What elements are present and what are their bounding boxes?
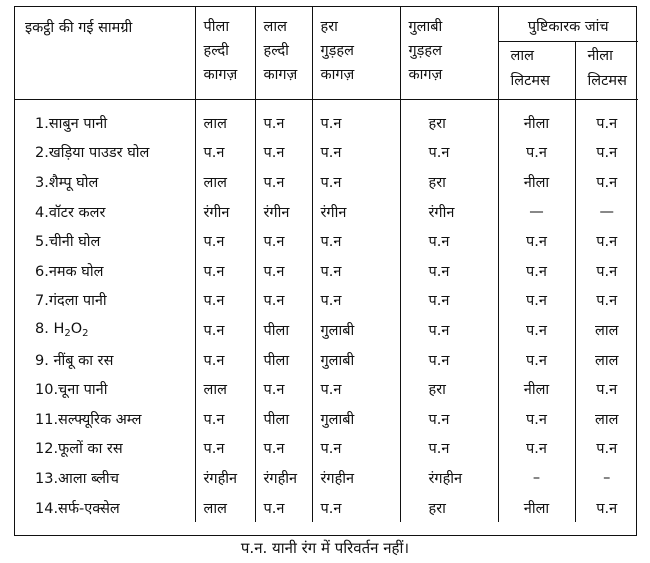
red-litmus-result: नीला <box>498 100 575 138</box>
blue-litmus-result: प.न <box>596 174 618 191</box>
red-turmeric-result: प.न <box>255 434 312 464</box>
item-prefix: 8. <box>35 320 54 337</box>
yellow-turmeric-result: रंगीन <box>195 197 255 227</box>
pink-hibiscus-result: प.न <box>400 226 498 256</box>
pink-hibiscus-result: हरा <box>400 100 498 138</box>
green-hibiscus-result: प.न <box>312 167 400 197</box>
green-hibiscus-result: प.न <box>312 100 400 138</box>
formula-o: O <box>70 320 83 337</box>
green-hibiscus-result: प.न <box>312 493 400 523</box>
pink-hibiscus-result: प.न <box>400 345 498 375</box>
item-cell: 12.फूलों का रस <box>15 434 195 464</box>
header-red-litmus-line1: लाल <box>510 48 534 64</box>
table-row <box>15 138 638 168</box>
red-litmus-result: प.न <box>498 138 575 168</box>
pink-hibiscus-result: हरा <box>400 493 498 523</box>
header-red-turmeric-line3: कागज़ <box>263 67 298 83</box>
item-cell: 6.नमक घोल <box>15 256 195 286</box>
header-green-hibiscus-line3: कागज़ <box>320 67 355 83</box>
red-litmus-result: प.न <box>498 226 575 256</box>
yellow-turmeric-result: रंगहीन <box>195 463 255 493</box>
yellow-turmeric-result: प.न <box>195 345 255 375</box>
header-pink-hibiscus-line1: गुलाबी <box>408 19 443 35</box>
table-row <box>15 493 638 523</box>
header-red-turmeric-line1: लाल <box>263 19 287 35</box>
red-litmus-result: – <box>498 463 575 493</box>
table-row <box>15 286 638 316</box>
red-litmus-result: प.न <box>498 404 575 434</box>
yellow-turmeric-result: लाल <box>195 167 255 197</box>
item-cell: 5.चीनी घोल <box>15 226 195 256</box>
red-turmeric-result: रंगहीन <box>255 463 312 493</box>
blue-litmus-result: प.न <box>596 263 618 280</box>
header-blue-litmus-line2: लिटमस <box>587 73 627 89</box>
header-red-litmus-line2: लिटमस <box>510 73 550 89</box>
blue-litmus-result: प.न <box>596 234 618 251</box>
green-hibiscus-result: प.न <box>312 138 400 168</box>
red-litmus-result: नीला <box>498 374 575 404</box>
red-turmeric-result: पीला <box>255 345 312 375</box>
green-hibiscus-result: गुलाबी <box>312 345 400 375</box>
header-blue-litmus <box>575 42 638 100</box>
header-yellow-turmeric-line2: हल्दी <box>203 43 229 59</box>
yellow-turmeric-result: प.न <box>195 434 255 464</box>
blue-litmus-result: प.न <box>596 293 618 310</box>
table-row <box>15 167 638 197</box>
red-litmus-result: नीला <box>498 493 575 523</box>
table-row <box>15 100 638 138</box>
blue-litmus-result: प.न <box>596 145 618 162</box>
red-turmeric-result: प.न <box>255 374 312 404</box>
item-cell: 10.चूना पानी <box>15 374 195 404</box>
pink-hibiscus-result: प.न <box>400 256 498 286</box>
pink-hibiscus-result: प.न <box>400 286 498 316</box>
header-row-top <box>15 7 638 42</box>
blue-litmus-result: प.न <box>596 500 618 517</box>
header-collected-material-label: इकट्ठी की गई सामग्री <box>25 20 133 36</box>
header-green-hibiscus-line1: हरा <box>320 19 338 35</box>
pink-hibiscus-result: हरा <box>400 374 498 404</box>
yellow-turmeric-result: प.न <box>195 256 255 286</box>
item-cell: 7.गंदला पानी <box>15 286 195 316</box>
blue-litmus-result: — <box>599 203 614 220</box>
table-row <box>15 374 638 404</box>
header-yellow-turmeric-line3: कागज़ <box>203 67 238 83</box>
table-row <box>15 226 638 256</box>
green-hibiscus-result: प.न <box>312 226 400 256</box>
red-turmeric-result: प.न <box>255 256 312 286</box>
item-cell: 4.वॉटर कलर <box>15 197 195 227</box>
table-row <box>15 463 638 493</box>
green-hibiscus-result: प.न <box>312 256 400 286</box>
footnote: प.न. यानी रंग में परिवर्तन नहीं। <box>240 539 410 557</box>
red-litmus-result: नीला <box>498 167 575 197</box>
table-row <box>15 256 638 286</box>
pink-hibiscus-result: प.न <box>400 434 498 464</box>
yellow-turmeric-result: प.न <box>195 138 255 168</box>
green-hibiscus-result: गुलाबी <box>312 404 400 434</box>
green-hibiscus-result: प.न <box>312 434 400 464</box>
table-row <box>15 434 638 464</box>
indicator-results-table <box>15 7 638 522</box>
formula-sub-1: 2 <box>64 327 71 339</box>
red-turmeric-result: प.न <box>255 100 312 138</box>
pink-hibiscus-result: रंगीन <box>400 197 498 227</box>
blue-litmus-result: प.न <box>596 382 618 399</box>
red-turmeric-result: प.न <box>255 286 312 316</box>
blue-litmus-result: लाल <box>595 411 619 428</box>
blue-litmus-result: प.न <box>596 115 618 132</box>
pink-hibiscus-result: हरा <box>400 167 498 197</box>
red-turmeric-result: पीला <box>255 404 312 434</box>
header-confirmatory-test <box>498 7 638 42</box>
pink-hibiscus-result: प.न <box>400 315 498 345</box>
green-hibiscus-result: गुलाबी <box>312 315 400 345</box>
pink-hibiscus-result: रंगहीन <box>400 463 498 493</box>
pink-hibiscus-result: प.न <box>400 138 498 168</box>
red-turmeric-result: प.न <box>255 138 312 168</box>
header-pink-hibiscus-paper <box>400 7 498 100</box>
header-confirmatory-test-label: पुष्टिकारक जांच <box>527 19 609 35</box>
item-cell: 3.शैम्पू घोल <box>15 167 195 197</box>
red-litmus-result: प.न <box>498 434 575 464</box>
blue-litmus-result: लाल <box>595 352 619 369</box>
yellow-turmeric-result: प.न <box>195 226 255 256</box>
red-litmus-result: प.न <box>498 256 575 286</box>
header-yellow-turmeric-line1: पीला <box>203 19 230 35</box>
red-litmus-result: — <box>498 197 575 227</box>
yellow-turmeric-result: प.न <box>195 404 255 434</box>
formula-h: H <box>53 320 65 337</box>
red-turmeric-result: प.न <box>255 167 312 197</box>
formula-sub-2: 2 <box>82 327 89 339</box>
header-green-hibiscus-line2: गुड़हल <box>320 43 354 59</box>
yellow-turmeric-result: प.न <box>195 315 255 345</box>
green-hibiscus-result: रंगीन <box>312 197 400 227</box>
yellow-turmeric-result: प.न <box>195 286 255 316</box>
red-litmus-result: प.न <box>498 286 575 316</box>
red-litmus-result: प.न <box>498 345 575 375</box>
table-row <box>15 197 638 227</box>
item-cell: 14.सर्फ-एक्सेल <box>15 493 195 523</box>
red-turmeric-result: प.न <box>255 493 312 523</box>
red-turmeric-result: रंगीन <box>255 197 312 227</box>
item-cell: 1.साबुन पानी <box>15 100 195 138</box>
item-cell-h2o2 <box>15 315 195 345</box>
header-red-litmus <box>498 42 575 100</box>
blue-litmus-result: लाल <box>595 322 619 339</box>
header-collected-material <box>15 7 195 100</box>
header-pink-hibiscus-line2: गुड़हल <box>408 43 442 59</box>
item-cell: 13.आला ब्लीच <box>15 463 195 493</box>
table-row <box>15 345 638 375</box>
red-litmus-result: प.न <box>498 315 575 345</box>
red-turmeric-result: पीला <box>255 315 312 345</box>
yellow-turmeric-result: लाल <box>195 100 255 138</box>
header-yellow-turmeric-paper <box>195 7 255 100</box>
header-green-hibiscus-paper <box>312 7 400 100</box>
item-cell: 11.सल्फ्यूरिक अम्ल <box>15 404 195 434</box>
green-hibiscus-result: प.न <box>312 286 400 316</box>
item-cell: 9. नींबू का रस <box>15 345 195 375</box>
blue-litmus-result: – <box>603 469 611 486</box>
header-red-turmeric-line2: हल्दी <box>263 43 289 59</box>
header-blue-litmus-line1: नीला <box>587 48 613 64</box>
item-cell: 2.खड़िया पाउडर घोल <box>15 138 195 168</box>
table-row <box>15 404 638 434</box>
yellow-turmeric-result: लाल <box>195 374 255 404</box>
pink-hibiscus-result: प.न <box>400 404 498 434</box>
header-red-turmeric-paper <box>255 7 312 100</box>
green-hibiscus-result: प.न <box>312 374 400 404</box>
yellow-turmeric-result: लाल <box>195 493 255 523</box>
green-hibiscus-result: रंगहीन <box>312 463 400 493</box>
table-row <box>15 315 638 345</box>
blue-litmus-result: प.न <box>596 441 618 458</box>
header-pink-hibiscus-line3: कागज़ <box>408 67 443 83</box>
results-table-frame <box>14 6 637 536</box>
red-turmeric-result: प.न <box>255 226 312 256</box>
